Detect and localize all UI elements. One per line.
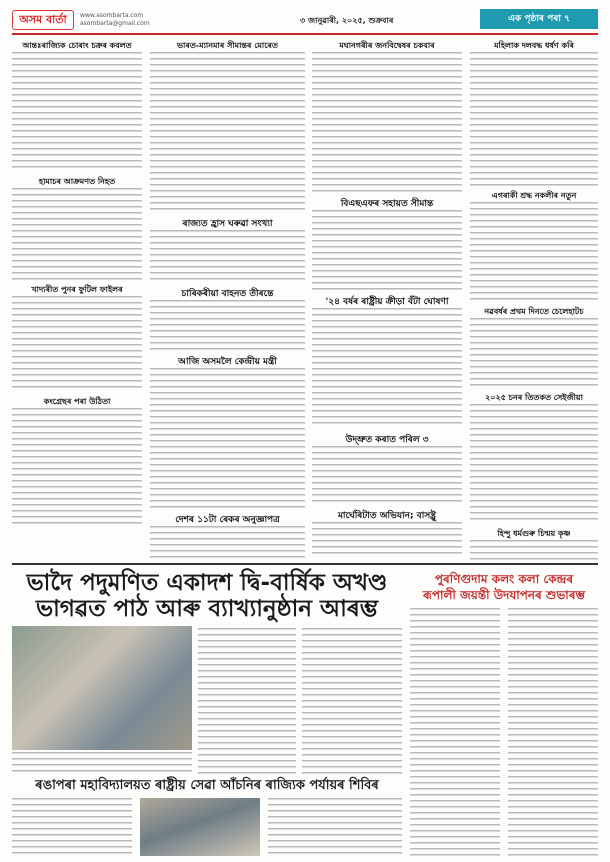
site-info — [80, 12, 150, 28]
site-email: asombarta@gmail.com — [80, 20, 150, 27]
newspaper-logo: অসম বাৰ্তা — [12, 10, 74, 30]
headline-9: খাদ্যৰীত পুনৰ ফুটিল ফাইলৰ — [31, 285, 123, 294]
feature-right-col-2 — [508, 608, 598, 856]
article-19-body — [470, 540, 598, 560]
feature-right-col-1 — [410, 608, 500, 856]
headline-2: ভাৰত-ম্যানমাৰ সীমান্তৰ মোৰেত — [177, 41, 278, 50]
headline-5: হামাচৰ আক্ৰমণত নিহত — [38, 177, 116, 186]
feature-right-title-1: পুৰণিগুদাম কলং কলা কেন্দ্ৰৰ — [434, 572, 574, 586]
headline-4: মহিলাক দলবদ্ধ ধৰ্ষণ কৰি — [494, 41, 574, 50]
headline-19: হিন্দু ধৰ্মগুৰু চিন্ময় কৃষ্ণ — [497, 529, 571, 538]
site-url: www.asombarta.com — [80, 12, 144, 19]
headline-11: '২৪ বৰ্ষৰ ৰাষ্ট্ৰীয় ক্ৰীড়া বঁটা ঘোষণা — [325, 297, 449, 307]
feature-photo — [12, 626, 192, 750]
article-2-body — [150, 52, 305, 212]
feature-photo-caption — [12, 752, 192, 772]
feature-banner-line-1: ভাদৈ পদুমণিত একাদশ দ্বি-বাৰ্ষিক অখণ্ড — [26, 570, 388, 596]
feature-body-col-1 — [198, 628, 296, 776]
article-7-body — [312, 210, 462, 290]
article-1-body — [12, 52, 142, 172]
masthead — [0, 0, 610, 36]
feature-body-col-2 — [302, 628, 402, 776]
headline-1: আন্তঃৰাজ্যিক চোৰাং চক্ৰৰ কবলত — [22, 41, 132, 50]
lower-feature-col-2 — [268, 798, 402, 856]
headline-18: মাৰ্ঘেৰিটাত অভিযান; বাসষ্ট্ৰু — [337, 511, 437, 521]
headline-7: বিএছএফৰ সহায়ত সীমান্ত — [340, 199, 434, 209]
masthead-rule — [12, 33, 598, 35]
section-divider — [12, 563, 598, 565]
headline-12: নৱবৰ্ষৰ প্ৰথম দিনতে চেলেহাটচ — [484, 307, 584, 316]
headline-8: এগৰাকী শ্ৰদ্ধ নকলীৰ নতুন — [491, 191, 577, 200]
article-6-body — [150, 230, 305, 282]
article-5-body — [12, 188, 142, 280]
article-10-body — [150, 300, 305, 350]
headline-17: দেশৰ ১১টা ৰেকৰ অনুজ্ঞাপত্ৰ — [175, 515, 280, 525]
article-14-body — [150, 368, 305, 508]
lower-feature-photo — [140, 798, 260, 856]
feature-right-title-2: ৰূপালী জয়ন্তী উদযাপনৰ শুভাৰম্ভ — [423, 588, 585, 602]
article-12-body — [470, 318, 598, 388]
headline-15: উদ্ভ্ৰুত কৰাত পৰিল ৩ — [345, 435, 429, 445]
headline-6: ৰাজ্যত হ্ৰাস ঘৰুৱা সংখ্যা — [182, 219, 273, 229]
article-13-body — [12, 408, 142, 528]
article-18-body — [312, 522, 462, 558]
lower-feature-col-1 — [12, 798, 132, 856]
lower-feature-title: ৰঙাপৰা মহাবিদ্যালয়ত ৰাষ্ট্ৰীয় সেৱা আঁচনিৰ ৰাজ্যিক পৰ্যায়ৰ শিবিৰ — [35, 778, 379, 793]
headline-3: মঘানগৰীৰ জনবিদ্বেষৰ চকবাৰ — [339, 41, 435, 50]
article-11-body — [312, 308, 462, 428]
headline-13: কংগ্ৰেছৰ পৰা উঠিতা — [43, 397, 111, 406]
article-8-body — [470, 202, 598, 302]
article-3-body — [312, 52, 462, 192]
feature-banner-line-2: ভাগৱত পাঠ আৰু ব্যাখ্যানুষ্ঠান আৰম্ভ — [35, 596, 378, 622]
article-15-body — [312, 446, 462, 504]
page-label: এক পৃষ্ঠাৰ পৰা ৭ — [480, 9, 598, 29]
article-4-body — [470, 52, 598, 186]
headline-14: আজি অসমলৈ কেন্দ্ৰীয় মন্ত্ৰী — [178, 357, 277, 367]
article-16-body — [470, 404, 598, 524]
headline-16: ২০২৫ চনৰ তিতকত সেইজীয়া — [485, 393, 583, 402]
issue-date: ৩ জানুৱাৰী, ২০২৫, শুক্ৰবাৰ — [300, 16, 394, 25]
article-9-body — [12, 296, 142, 392]
article-17-body — [150, 526, 305, 558]
headline-10: চাৰিকৰীয়া বাহনত তীৰন্তে — [181, 289, 274, 299]
